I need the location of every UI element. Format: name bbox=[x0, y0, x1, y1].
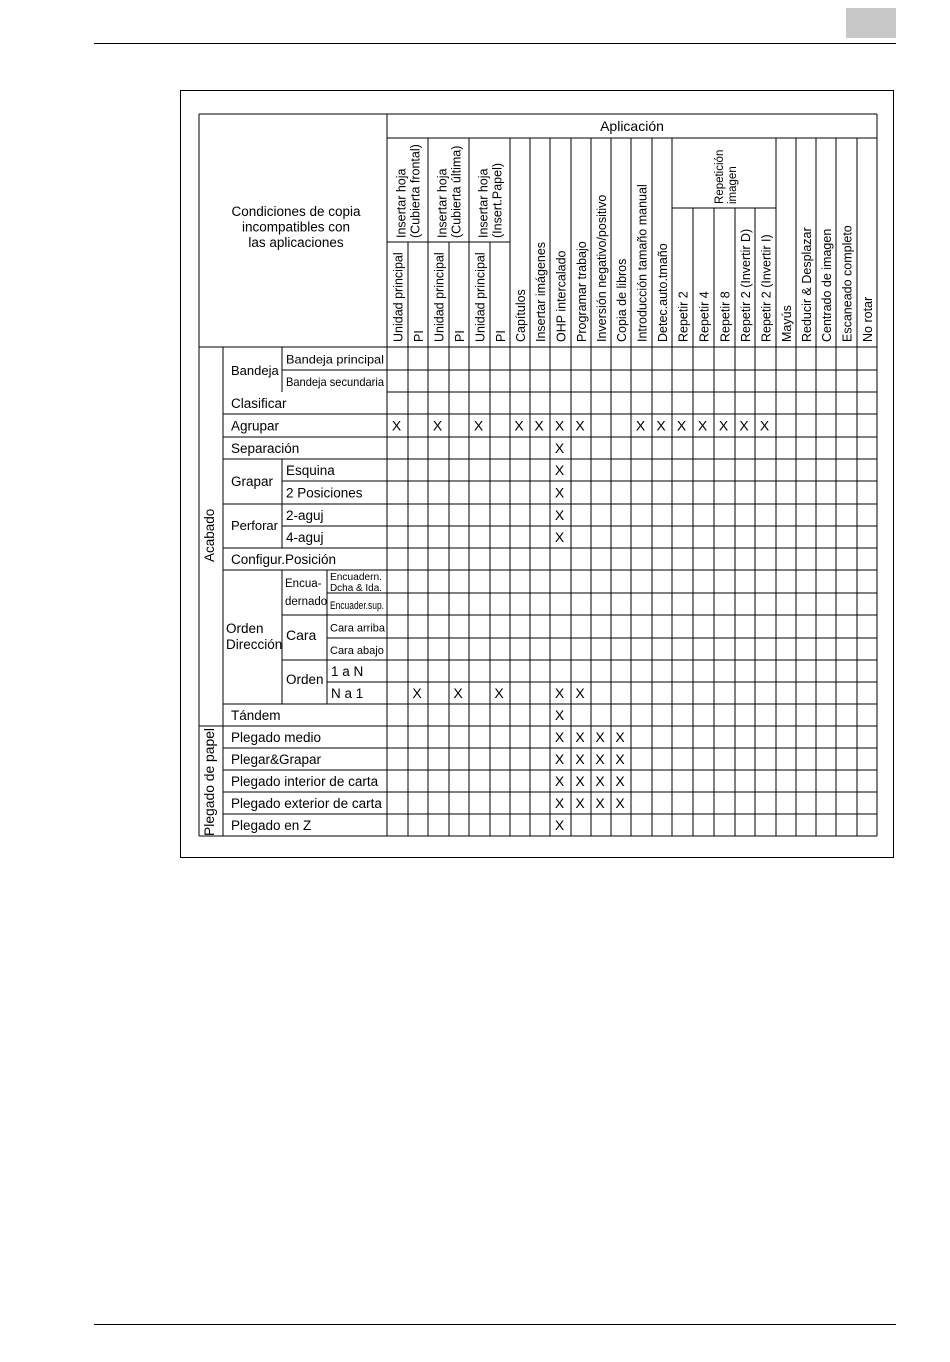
row-label-l3: Dcha & Ida. bbox=[330, 583, 382, 594]
row-label-l3: 1 a N bbox=[331, 664, 364, 679]
orden-direccion-label: Orden bbox=[226, 621, 264, 636]
cara-label: Cara bbox=[286, 627, 317, 643]
column-header-label: Introducción tamaño manual bbox=[635, 184, 650, 342]
incompatible-mark: X bbox=[615, 773, 625, 789]
incompatible-mark: X bbox=[718, 417, 729, 434]
row-label-l3: Cara abajo bbox=[330, 645, 384, 657]
incompatible-mark: X bbox=[575, 729, 585, 745]
insertar-hoja-header: (Cubierta frontal) bbox=[408, 144, 423, 238]
column-header-label: PI bbox=[412, 330, 426, 342]
application-title: Aplicación bbox=[600, 118, 664, 134]
column-header-label: Repetir 2 (Invertir D) bbox=[739, 228, 753, 342]
row-label-l3: Encuader.sup. bbox=[330, 600, 384, 612]
incompatible-mark: X bbox=[534, 417, 544, 434]
row-label-l2: 2-aguj bbox=[286, 508, 324, 523]
row-label: Separación bbox=[231, 441, 300, 456]
incompatible-mark: X bbox=[595, 795, 605, 811]
row-label: Tándem bbox=[231, 708, 281, 723]
insertar-hoja-header: (Cubierta última) bbox=[449, 145, 464, 238]
row-label: Plegado exterior de carta bbox=[231, 796, 382, 811]
column-header-label: Capítulos bbox=[514, 289, 528, 342]
row-label: Configur.Posición bbox=[231, 552, 337, 567]
row-label: Plegar&Grapar bbox=[231, 752, 322, 767]
incompatible-mark: X bbox=[554, 462, 565, 478]
encuadernado-label: dernado bbox=[285, 596, 328, 608]
row-label: Agrupar bbox=[231, 418, 280, 434]
incompatible-mark: X bbox=[473, 417, 484, 434]
column-header-label: Repetir 2 bbox=[676, 291, 691, 342]
incompatible-mark: X bbox=[575, 417, 585, 434]
column-header-label: PI bbox=[494, 330, 508, 342]
column-header-label: No rotar bbox=[861, 296, 875, 342]
incompatible-mark: X bbox=[554, 529, 565, 545]
row-label-l2: Bandeja secundaria bbox=[286, 375, 385, 389]
column-header-label: Detec.auto.tmaño bbox=[656, 243, 670, 342]
incompatible-mark: X bbox=[554, 751, 565, 767]
incompatible-mark: X bbox=[391, 417, 402, 434]
row-label-l2: 4-aguj bbox=[286, 530, 324, 545]
incompatible-mark: X bbox=[575, 795, 585, 811]
incompatible-mark: X bbox=[554, 795, 565, 811]
column-header-label: Unidad principal bbox=[391, 252, 406, 342]
perforar-label: Perforar bbox=[231, 518, 278, 533]
incompatible-mark: X bbox=[453, 685, 463, 701]
incompatible-mark: X bbox=[554, 817, 565, 833]
column-header-label: OHP intercalado bbox=[554, 250, 569, 342]
row-label-l2: Esquina bbox=[286, 463, 335, 478]
incompatible-mark: X bbox=[575, 751, 585, 767]
incompatible-mark: X bbox=[554, 707, 565, 723]
column-header-label: Mayús bbox=[780, 305, 794, 342]
incompatible-mark: X bbox=[595, 729, 605, 745]
column-header-label: Escaneado completo bbox=[840, 225, 855, 342]
incompatible-mark: X bbox=[554, 440, 565, 456]
incompatible-mark: X bbox=[615, 795, 625, 811]
corner-label: las aplicaciones bbox=[248, 235, 344, 250]
column-header-label: Unidad principal bbox=[432, 252, 447, 342]
incompatible-mark: X bbox=[739, 417, 749, 434]
incompatible-mark: X bbox=[697, 417, 708, 434]
insertar-hoja-header: Insertar hoja bbox=[476, 168, 491, 238]
incompatible-mark: X bbox=[575, 685, 585, 701]
incompatible-mark: X bbox=[554, 773, 565, 789]
row-label: Plegado interior de carta bbox=[231, 774, 379, 789]
grapar-label: Grapar bbox=[231, 474, 274, 489]
column-header-label: Copia de libros bbox=[615, 258, 629, 342]
row-label-l3: Encuadern. bbox=[330, 572, 382, 583]
insertar-hoja-header: Insertar hoja bbox=[394, 168, 409, 238]
plegado-group-label: Plegado de papel bbox=[202, 730, 217, 836]
incompatible-mark: X bbox=[554, 417, 565, 434]
row-label-l2: Bandeja principal bbox=[286, 352, 384, 367]
orden-direccion-label: Dirección bbox=[226, 637, 283, 652]
orden-label: Orden bbox=[286, 672, 324, 687]
encuadernado-label: Encua- bbox=[285, 578, 322, 590]
column-header-label: Centrado de imagen bbox=[820, 228, 834, 342]
incompatible-mark: X bbox=[575, 773, 585, 789]
column-header-label: Unidad principal bbox=[473, 252, 488, 342]
incompatible-mark: X bbox=[595, 751, 605, 767]
insertar-hoja-header: (Insert.Papel) bbox=[490, 162, 505, 238]
row-label-l3: N a 1 bbox=[331, 686, 364, 701]
insertar-hoja-header: Insertar hoja bbox=[435, 168, 450, 238]
bandeja-label: Bandeja bbox=[231, 363, 279, 378]
column-header-label: Reducir & Desplazar bbox=[800, 227, 814, 342]
acabado-group-label: Acabado bbox=[202, 508, 217, 562]
row-label: Plegado en Z bbox=[231, 818, 312, 833]
incompatible-mark: X bbox=[656, 417, 666, 434]
incompatible-mark: X bbox=[554, 729, 565, 745]
incompatible-mark: X bbox=[514, 417, 524, 434]
row-label: Clasificar bbox=[231, 396, 287, 411]
column-header-label: Repetir 8 bbox=[718, 291, 733, 342]
incompatible-mark: X bbox=[554, 484, 565, 501]
incompatible-mark: X bbox=[432, 417, 443, 434]
column-header-label: Repetir 2 (Invertir I) bbox=[759, 234, 774, 342]
incompatible-mark: X bbox=[412, 685, 422, 701]
repeticion-header: Repetición bbox=[714, 149, 726, 204]
incompatible-mark: X bbox=[635, 417, 646, 434]
incompatible-mark: X bbox=[554, 507, 565, 523]
corner-label: incompatibles con bbox=[241, 219, 351, 235]
column-header-label: Programar trabajo bbox=[575, 241, 589, 342]
incompatible-mark: X bbox=[554, 685, 565, 701]
row-label-l2: 2 Posiciones bbox=[286, 485, 363, 501]
incompatible-mark: X bbox=[615, 751, 625, 767]
row-label: Plegado medio bbox=[231, 730, 322, 745]
incompatible-mark: X bbox=[676, 417, 687, 434]
column-header-label: PI bbox=[453, 330, 467, 342]
column-header-label: Insertar imágenes bbox=[534, 241, 548, 342]
incompatible-mark: X bbox=[595, 773, 605, 789]
incompatible-mark: X bbox=[759, 417, 770, 434]
table-labels bbox=[202, 118, 875, 836]
column-header-label: Repetir 4 bbox=[697, 291, 712, 342]
repeticion-header: imagen bbox=[727, 166, 739, 204]
incompatible-mark: X bbox=[615, 729, 625, 745]
incompatible-mark: X bbox=[494, 685, 504, 701]
row-label-l3: Cara arriba bbox=[330, 622, 386, 635]
corner-label: Condiciones de copia bbox=[231, 204, 361, 219]
column-header-label: Inversión negativo/positivo bbox=[595, 194, 609, 342]
